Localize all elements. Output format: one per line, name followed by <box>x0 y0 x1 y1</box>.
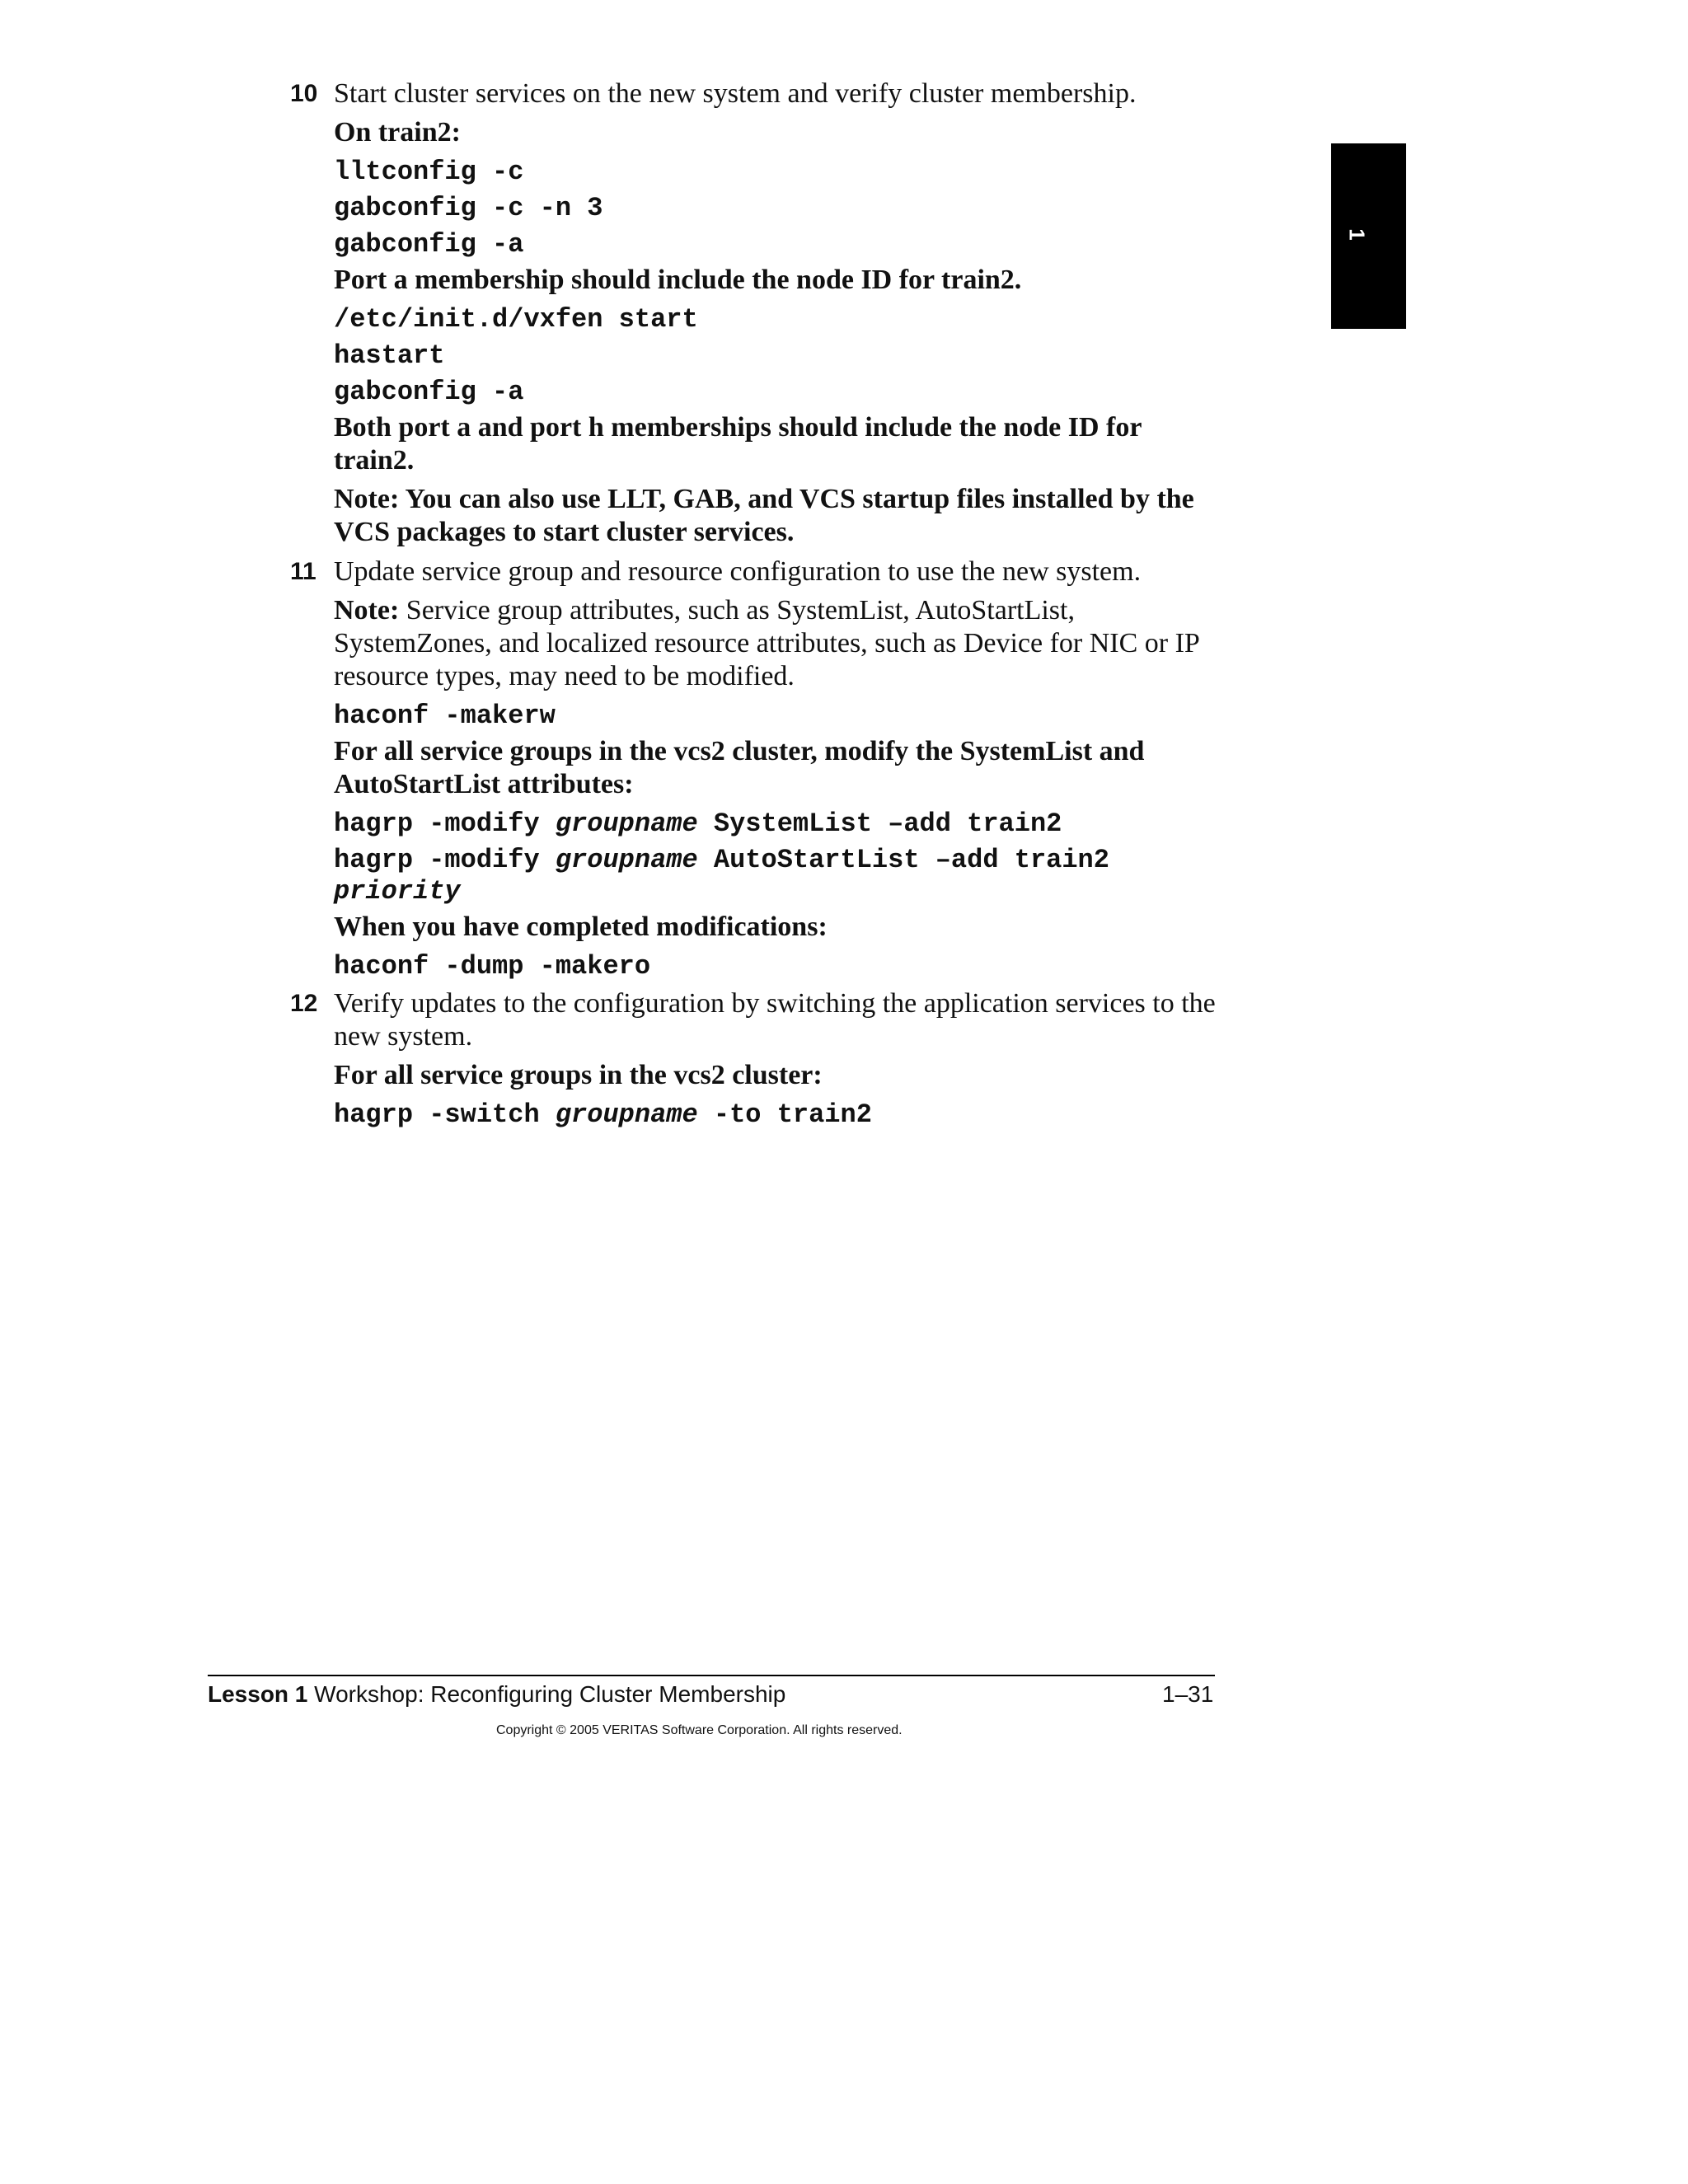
instruction-note: Port a membership should include the node ID for train2. <box>334 265 1022 295</box>
command-line: hagrp -switch groupname -to train2 <box>334 1099 872 1130</box>
chapter-tab-label: 1 <box>1344 228 1370 241</box>
command-line: hastart <box>334 340 445 371</box>
placeholder-var: groupname <box>555 845 698 875</box>
note-text <box>334 593 1075 627</box>
step-instruction: Verify updates to the configuration by switching the application services to the <box>334 988 1216 1019</box>
chapter-tab <box>1331 143 1406 329</box>
step-number: 11 <box>290 558 316 585</box>
command-line: haconf -dump -makero <box>334 951 651 982</box>
instruction-note: For all service groups in the vcs2 cluster: <box>334 1060 823 1090</box>
command-line: /etc/init.d/vxfen start <box>334 304 698 335</box>
instruction-note: When you have completed modifications: <box>334 912 828 942</box>
note-label: Note: <box>334 595 400 626</box>
placeholder-var: priority <box>334 876 461 907</box>
lesson-label: Lesson 1 <box>208 1681 308 1707</box>
command-line: haconf -makerw <box>334 701 556 731</box>
placeholder-var: groupname <box>555 808 698 839</box>
note-text: VCS packages to start cluster services. <box>334 517 795 547</box>
footer-divider <box>208 1675 1215 1676</box>
page-number: 1–31 <box>1162 1681 1214 1707</box>
note-text: SystemZones, and localized resource attributes, such as Device for NIC or IP <box>334 628 1200 658</box>
instruction-note: AutoStartList attributes: <box>334 769 634 799</box>
step-instruction: new system. <box>334 1021 473 1052</box>
command-line: lltconfig -c <box>334 157 524 187</box>
command-line: gabconfig -a <box>334 377 524 407</box>
step-instruction: Start cluster services on the new system and verify cluster membership. <box>334 78 1137 109</box>
copyright-notice: Copyright © 2005 VERITAS Software Corporation. All rights reserved. <box>496 1723 903 1737</box>
step-number: 12 <box>290 990 318 1017</box>
lesson-title: Workshop: Reconfiguring Cluster Membership <box>307 1681 786 1707</box>
placeholder-var: groupname <box>555 1099 698 1130</box>
command-line: gabconfig -a <box>334 229 524 260</box>
instruction-note: For all service groups in the vcs2 cluster, modify the SystemList and <box>334 736 1145 766</box>
command-line: hagrp -modify groupname SystemList –add train2 <box>334 808 1062 839</box>
footer-lesson <box>208 1681 785 1708</box>
command-line: hagrp -modify groupname AutoStartList –add train2 <box>334 845 1109 875</box>
note-body: Service group attributes, such as SystemList, AutoStartList, <box>399 595 1075 626</box>
note-text: Note: You can also use LLT, GAB, and VCS startup files installed by the <box>334 484 1194 514</box>
instruction-note: Both port a and port h memberships should include the node ID for <box>334 412 1142 443</box>
note-text: resource types, may need to be modified. <box>334 661 795 691</box>
step-number: 10 <box>290 80 318 107</box>
on-label: On train2: <box>334 117 461 148</box>
instruction-note: train2. <box>334 445 415 476</box>
command-line <box>334 876 461 907</box>
command-line: gabconfig -c -n 3 <box>334 193 603 223</box>
step-instruction: Update service group and resource configuration to use the new system. <box>334 556 1142 587</box>
